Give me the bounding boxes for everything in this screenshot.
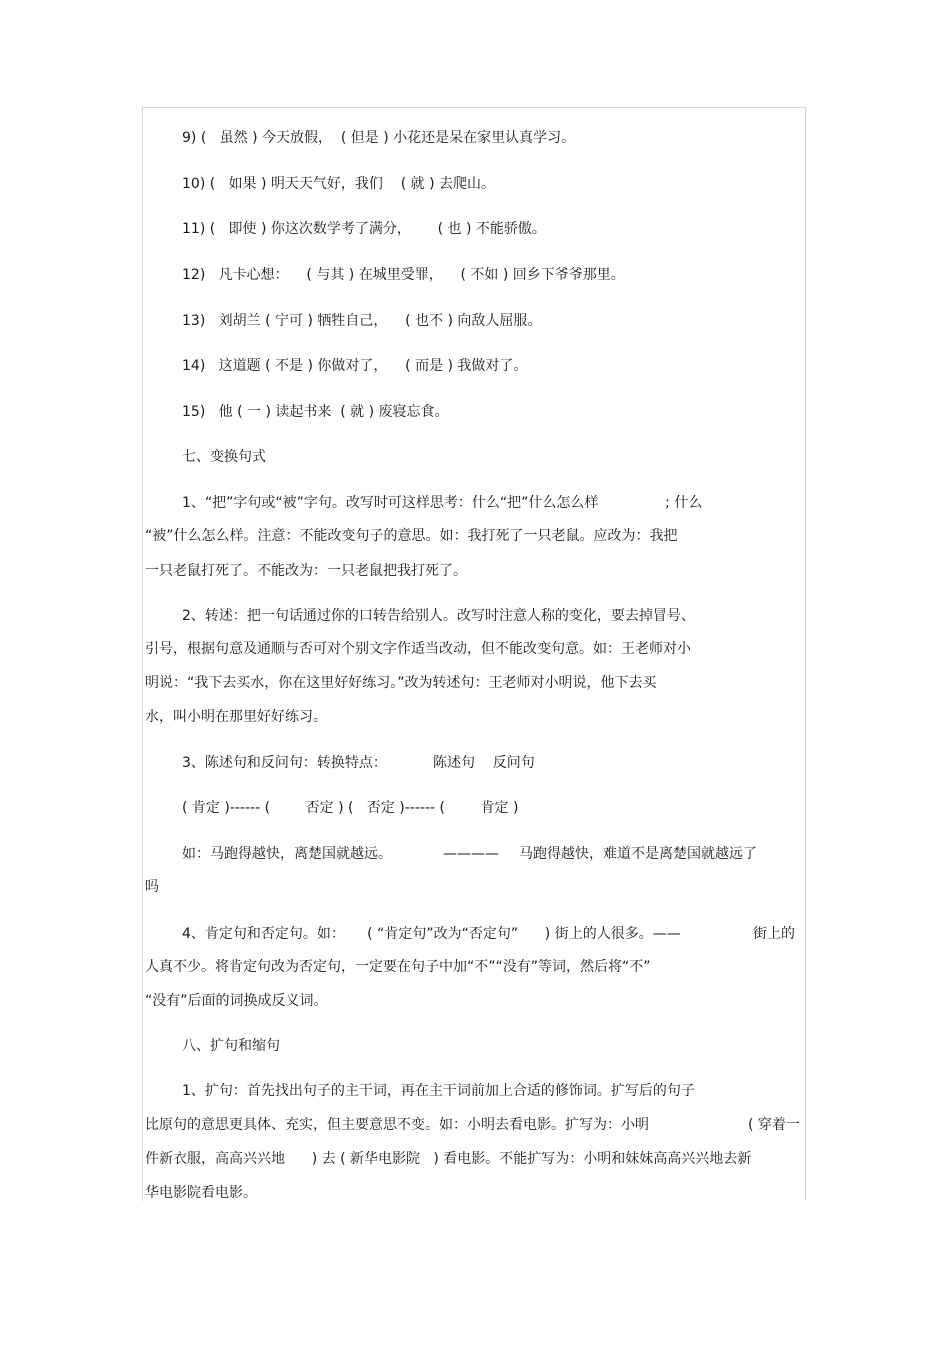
paragraph-4-line-2: 人真不少。将肯定句改为否定句，一定要在句子中加“不”“没有”等词，然后将“不”: [145, 959, 651, 975]
paragraph-3-rule: ( 肯定 )------ ( 否定 ) ( 否定 )------ ( 肯定 ): [182, 800, 519, 816]
paragraph-4-line-1-end: 街上的: [753, 926, 795, 942]
section-heading-7: 七、变换句式: [182, 449, 266, 465]
paragraph-4-line-3: “没有”后面的词换成反义词。: [145, 993, 328, 1009]
line-15: 15) 他 ( 一 ) 读起书来 ( 就 ) 废寝忘食。: [182, 404, 449, 420]
paragraph-3-terms: 陈述句 反问句: [433, 755, 535, 771]
paragraph-5-line-4: 华电影院看电影。: [145, 1185, 257, 1201]
paragraph-3-example: 如：马跑得越快，离楚国就越远。: [182, 846, 392, 862]
line-10: 10) ( 如果 ) 明天天气好，我们 ( 就 ) 去爬山。: [182, 176, 495, 192]
paragraph-2-line-3: 明说：“我下去买水，你在这里好好练习。”改为转述句：王老师对小明说，他下去买: [145, 675, 657, 691]
paragraph-2-line-4: 水，叫小明在那里好好练习。: [145, 709, 327, 725]
paragraph-3-dash: ————: [443, 846, 499, 862]
paragraph-5-line-3: 件新衣服，高高兴兴地 ) 去 ( 新华电影院 ) 看电影。不能扩写为：小明和妹妹高高兴兴地去新: [145, 1151, 752, 1167]
section-heading-8: 八、扩句和缩句: [182, 1038, 280, 1054]
line-11: 11) ( 即使 ) 你这次数学考了满分， ( 也 ) 不能骄傲。: [182, 221, 546, 237]
paragraph-3-example-end: 吗: [145, 879, 159, 895]
line-9: 9) ( 虽然 ) 今天放假， ( 但是 ) 小花还是呆在家里认真学习。: [182, 130, 576, 146]
paragraph-5-line-2: 比原句的意思更具体、充实，但主要意思不变。如：小明去看电影。扩写为：小明: [145, 1117, 649, 1133]
paragraph-3-example-result: 马跑得越快，难道不是离楚国就越远了: [519, 846, 757, 862]
paragraph-2-line-1: 2、转述：把一句话通过你的口转告给别人。改写时注意人称的变化，要去掉冒号、: [182, 608, 695, 624]
paragraph-2-line-2: 引号，根据句意及通顺与否可对个别文字作适当改动，但不能改变句意。如：王老师对小: [145, 641, 691, 657]
paragraph-4-line-1: 4、肯定句和否定句。如： ( “肯定句”改为“否定句” ) 街上的人很多。——: [182, 926, 681, 942]
line-14: 14) 这道题 ( 不是 ) 你做对了， ( 而是 ) 我做对了。: [182, 358, 528, 374]
line-12: 12) 凡卡心想： ( 与其 ) 在城里受罪， ( 不如 ) 回乡下爷爷那里。: [182, 267, 625, 283]
paragraph-1-line-1: 1、“把”字句或“被”字句。改写时可这样思考：什么“把”什么怎么样 ; 什么: [182, 495, 703, 511]
paragraph-1-line-2: “被”什么怎么样。注意：不能改变句子的意思。如：我打死了一只老鼠。应改为：我把: [145, 528, 678, 544]
paragraph-1-line-3: 一只老鼠打死了。不能改为：一只老鼠把我打死了。: [145, 563, 467, 579]
paragraph-5-line-1: 1、扩句：首先找出句子的主干词，再在主干词前加上合适的修饰词。扩写后的句子: [182, 1083, 695, 1099]
line-13: 13) 刘胡兰 ( 宁可 ) 牺牲自己， ( 也不 ) 向敌人屈服。: [182, 313, 542, 329]
paragraph-3-line-1: 3、陈述句和反问句：转换特点：: [182, 755, 387, 771]
paragraph-5-line-2-end: ( 穿着一: [748, 1117, 800, 1133]
